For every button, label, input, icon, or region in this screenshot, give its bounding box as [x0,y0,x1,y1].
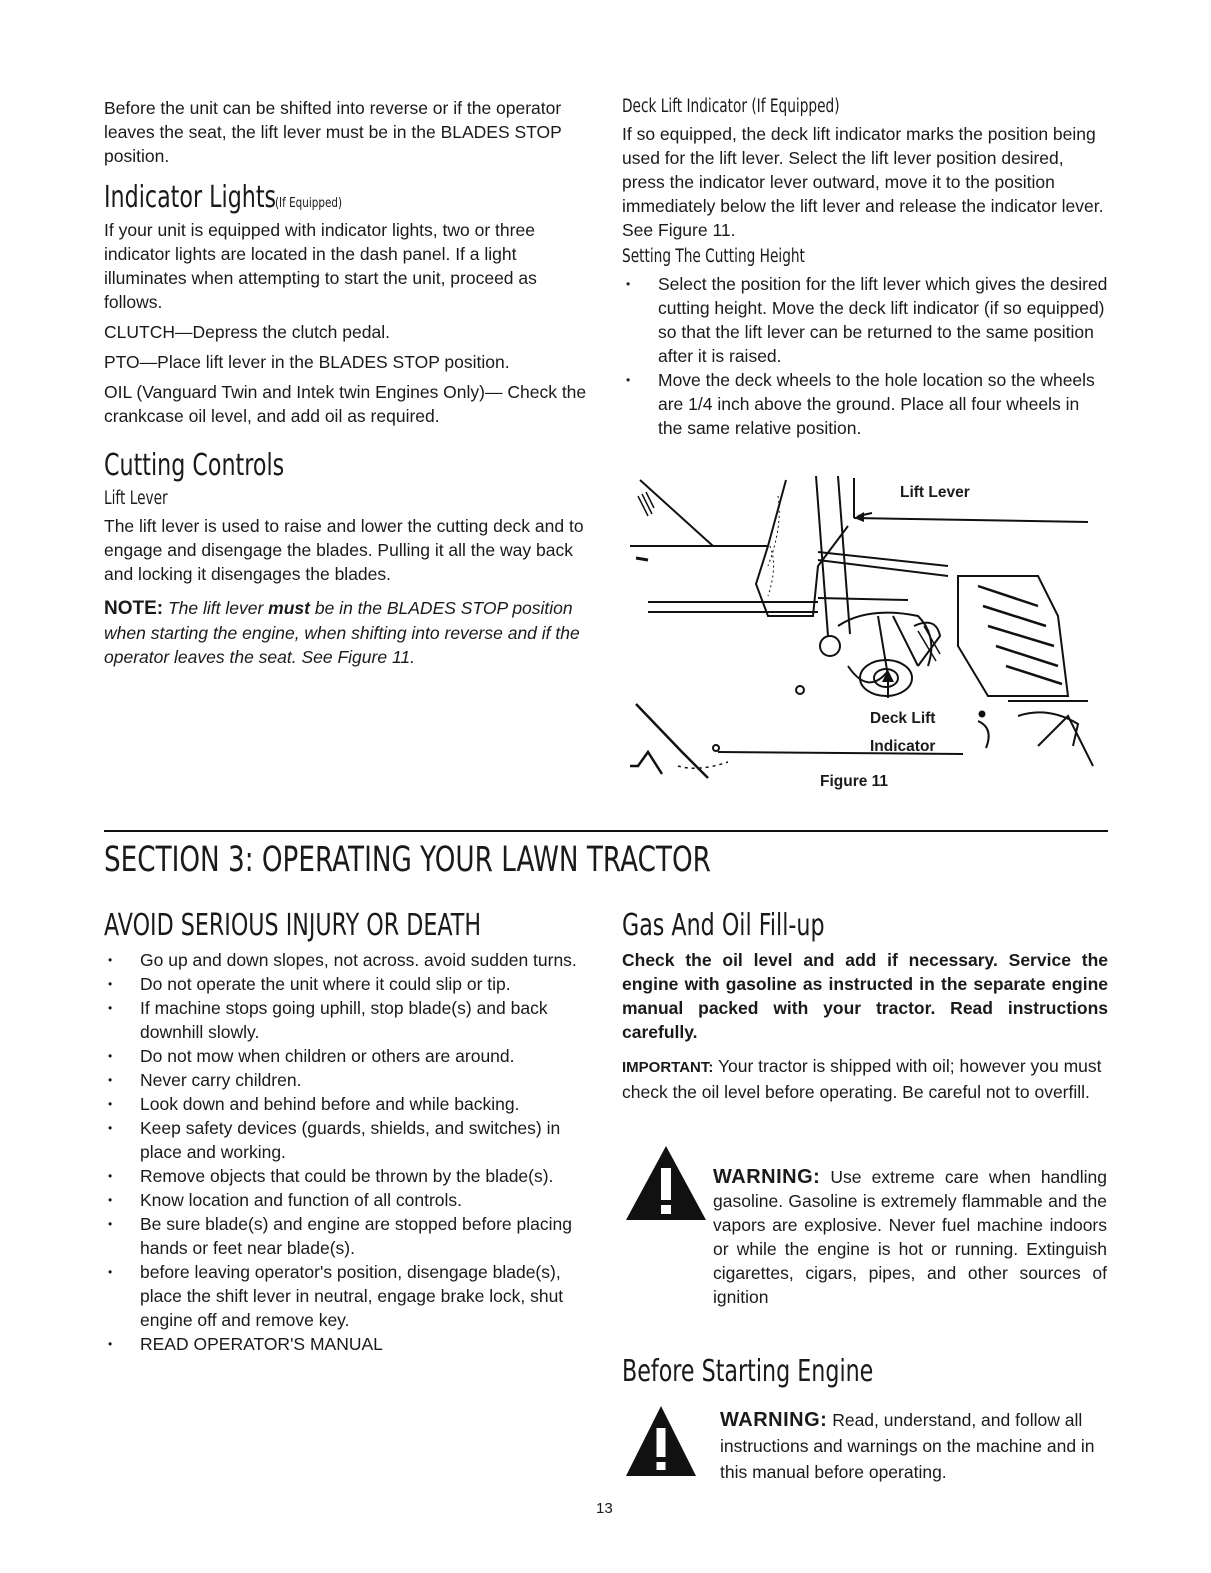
setting-height-title: Setting The Cutting Height [622,246,805,267]
list-item: • Select the position for the lift lever which gives the desired cutting height. Move the deck lift indicator (if so equipped) so that the lift lever can be returned to the same position after it is raised. [622,272,1108,368]
section-divider [104,830,1108,832]
section-title [104,840,913,886]
avoid-injury-list [104,948,588,1356]
list-item: • Remove objects that could be thrown by the blade(s). [104,1164,588,1188]
deck-lift-text: If so equipped, the deck lift indicator marks the position being used for the lift lever. Select the lift lever position desired, press the indicator lever outward, move it to the position immediately below the lift lever and release the indicator lever. See Figure 11. [622,124,1104,240]
before-starting-title: Before Starting Engine [622,1354,874,1389]
list-item: • Know location and function of all controls. [104,1188,588,1212]
note-must: must [268,598,310,618]
indicator-lights-text: If your unit is equipped with indicator lights, two or three indicator lights are located in the dash panel. If a light illuminates when attempting to start the unit, proceed as follows. [104,220,537,312]
list-item: • before leaving operator's position, disengage blade(s), place the shift lever in neutral, engage brake lock, shut engine off and remove key. [104,1260,588,1332]
setting-height-list [622,272,1108,440]
deck-lift-title: Deck Lift Indicator (If Equipped) [622,96,840,117]
warning-icon [624,1144,708,1222]
left-top-column [104,96,588,669]
figure-11 [618,466,1108,796]
clutch-text: CLUTCH—Depress the clutch pedal. [104,322,390,342]
gas-oil-heading [622,908,1108,948]
note-paragraph [104,596,588,669]
indicator-lights-heading [104,180,588,218]
engine-warning [720,1407,1108,1485]
lift-lever-illustration [618,466,1108,796]
before-starting-heading [622,1354,962,1394]
cutting-controls-title: Cutting Controls [104,448,285,483]
lift-lever-title: Lift Lever [104,488,168,509]
lift-lever-callout: Lift Lever [900,484,970,501]
deck-lift-heading [622,96,1108,122]
list-item: • Move the deck wheels to the hole location so the wheels are 1/4 inch above the ground. Place all four wheels in the same relative position. [622,368,1108,440]
lift-lever-text: The lift lever is used to raise and lower the cutting deck and to engage and disengage the blades. Pulling it all the way back and locking it disengages the blades. [104,516,584,584]
figure-caption: Figure 11 [820,773,889,790]
warning-icon [624,1404,698,1478]
indicator-lights-title: Indicator Lights [104,180,277,215]
list-item: • Do not mow when children or others are around. [104,1044,588,1068]
avoid-injury-column [104,908,588,1356]
right-top-column [622,96,1108,440]
gas-oil-title: Gas And Oil Fill-up [622,908,825,943]
avoid-injury-heading [104,908,588,948]
gas-warning-label: WARNING: [713,1166,821,1188]
avoid-injury-title: AVOID SERIOUS INJURY OR DEATH [104,908,482,943]
gas-warning-text: Use extreme care when handling gasoline. Gasoline is extremely flammable and the vapors are explosive. Never fuel machine indoors or while the engine is hot or running. Extinguish cigarettes, cigars, pipes, and other sources of ignition [713,1167,1107,1307]
list-item: • Keep safety devices (guards, shields, and switches) in place and working. [104,1116,588,1164]
gas-warning [713,1165,1107,1309]
gas-oil-column [622,908,1108,1104]
intro-paragraph: Before the unit can be shifted into reverse or if the operator leaves the seat, the lift lever must be in the BLADES STOP position. [104,98,562,166]
list-item: • Do not operate the unit where it could slip or tip. [104,972,588,996]
important-paragraph [622,1054,1108,1104]
list-item: • READ OPERATOR'S MANUAL [104,1332,588,1356]
engine-warning-label: WARNING: [720,1409,828,1431]
gas-oil-bold-text: Check the oil level and add if necessary. Service the engine with gasoline as instructed in the separate engine manual packed with your tractor. Read instructions carefully. [622,950,1108,1042]
note-label: NOTE: [104,598,164,619]
setting-height-heading [622,246,1108,272]
list-item: • Go up and down slopes, not across. avoid sudden turns. [104,948,588,972]
lift-lever-heading [104,488,588,514]
list-item: • If machine stops going uphill, stop blade(s) and back downhill slowly. [104,996,588,1044]
indicator-lights-note: (If Equipped) [274,196,342,211]
cutting-controls-heading [104,448,588,488]
deck-lift-callout: Deck Lift [870,710,936,727]
note-pre: The lift lever [167,598,264,618]
pto-text: PTO—Place lift lever in the BLADES STOP position. [104,352,510,372]
page-number: 13 [596,1500,613,1517]
note-post: be in the BLADES STOP position when starting the engine, when shifting into reverse and if the operator leaves the seat. See Figure 11. [104,598,580,667]
important-label: IMPORTANT: [622,1059,714,1076]
list-item: • Look down and behind before and while backing. [104,1092,588,1116]
oil-text: OIL (Vanguard Twin and Intek twin Engines Only)— Check the crankcase oil level, and add oil as required. [104,382,587,426]
indicator-callout: Indicator [870,738,936,755]
list-item: • Be sure blade(s) and engine are stopped before placing hands or feet near blade(s). [104,1212,588,1260]
list-item: • Never carry children. [104,1068,588,1092]
important-text: Your tractor is shipped with oil; however you must check the oil level before operating. Be careful not to overfill. [622,1056,1102,1102]
section-title-text: SECTION 3: OPERATING YOUR LAWN TRACTOR [104,840,711,880]
engine-warning-text: Read, understand, and follow all instructions and warnings on the machine and in this manual before operating. [720,1410,1095,1482]
